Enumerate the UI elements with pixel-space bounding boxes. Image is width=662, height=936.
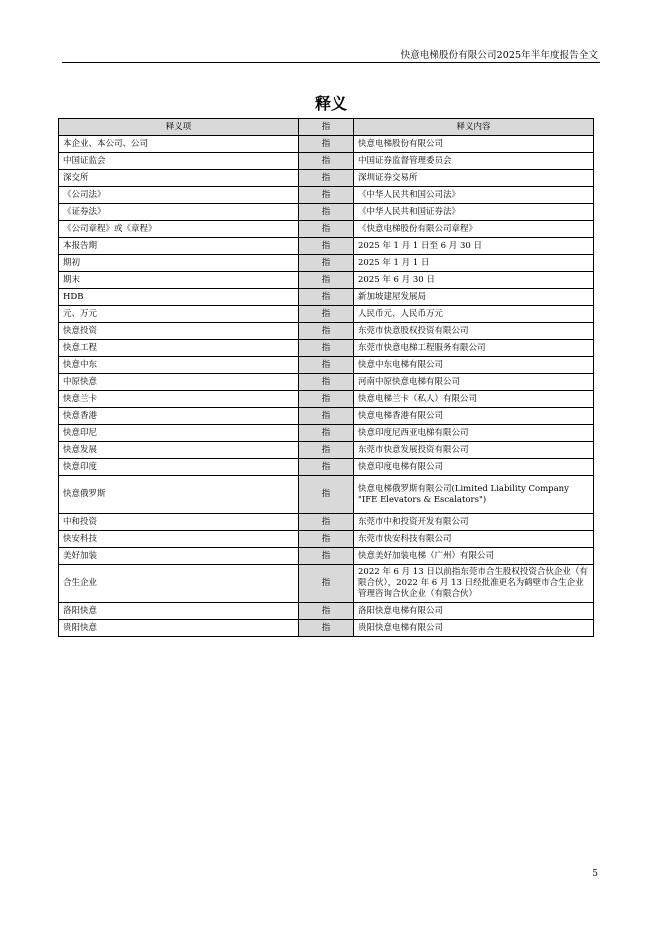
ref-cell: 指 <box>299 620 354 637</box>
term-cell: 快意中东 <box>59 357 299 374</box>
ref-cell: 指 <box>299 255 354 272</box>
meaning-cell: 2022 年 6 月 13 日以前指东莞市合生股权投资合伙企业（有限合伙），2022 年 6 月 13 日经批准更名为鹤壁市合生企业管理咨询合伙企业（有限合伙） <box>354 565 594 603</box>
ref-cell: 指 <box>299 425 354 442</box>
table-row <box>59 408 594 425</box>
definitions-table-body <box>59 136 594 637</box>
table-row <box>59 391 594 408</box>
page-number: 5 <box>592 869 598 879</box>
table-row <box>59 374 594 391</box>
table-row <box>59 442 594 459</box>
meaning-cell: 快意电梯兰卡（私人）有限公司 <box>354 391 594 408</box>
meaning-cell: 人民币元、人民币万元 <box>354 306 594 323</box>
table-row <box>59 425 594 442</box>
term-cell: 合生企业 <box>59 565 299 603</box>
ref-cell: 指 <box>299 289 354 306</box>
table-row <box>59 272 594 289</box>
term-cell: 美好加装 <box>59 548 299 565</box>
term-cell: 快意工程 <box>59 340 299 357</box>
meaning-cell: 新加坡建屋发展局 <box>354 289 594 306</box>
meaning-cell: 深圳证券交易所 <box>354 170 594 187</box>
meaning-cell: 《中华人民共和国证券法》 <box>354 204 594 221</box>
meaning-cell: 《中华人民共和国公司法》 <box>354 187 594 204</box>
table-row <box>59 289 594 306</box>
ref-cell: 指 <box>299 272 354 289</box>
meaning-cell: 贵阳快意电梯有限公司 <box>354 620 594 637</box>
term-cell: 《公司法》 <box>59 187 299 204</box>
meaning-cell: 2025 年 1 月 1 日 <box>354 255 594 272</box>
table-row <box>59 187 594 204</box>
meaning-cell: 快意美好加装电梯（广州）有限公司 <box>354 548 594 565</box>
table-row <box>59 221 594 238</box>
ref-cell: 指 <box>299 374 354 391</box>
table-row <box>59 531 594 548</box>
meaning-cell: 东莞市中和投资开发有限公司 <box>354 514 594 531</box>
ref-cell: 指 <box>299 187 354 204</box>
table-row <box>59 459 594 476</box>
table-row <box>59 238 594 255</box>
ref-cell: 指 <box>299 340 354 357</box>
term-cell: 中和投资 <box>59 514 299 531</box>
page-title: 释义 <box>314 94 347 113</box>
term-cell: 洛阳快意 <box>59 603 299 620</box>
term-cell: 快意投资 <box>59 323 299 340</box>
column-header-ref: 指 <box>299 119 354 136</box>
table-row <box>59 255 594 272</box>
term-cell: 快意印尼 <box>59 425 299 442</box>
meaning-cell: 快意中东电梯有限公司 <box>354 357 594 374</box>
table-row <box>59 306 594 323</box>
table-row <box>59 204 594 221</box>
ref-cell: 指 <box>299 548 354 565</box>
ref-cell: 指 <box>299 136 354 153</box>
ref-cell: 指 <box>299 603 354 620</box>
term-cell: 期末 <box>59 272 299 289</box>
term-cell: 快意香港 <box>59 408 299 425</box>
ref-cell: 指 <box>299 170 354 187</box>
table-row <box>59 603 594 620</box>
table-row <box>59 476 594 514</box>
meaning-cell: 快意电梯股份有限公司 <box>354 136 594 153</box>
table-header-row <box>59 119 594 136</box>
ref-cell: 指 <box>299 204 354 221</box>
term-cell: 《证券法》 <box>59 204 299 221</box>
term-cell: 快安科技 <box>59 531 299 548</box>
meaning-cell: 《快意电梯股份有限公司章程》 <box>354 221 594 238</box>
term-cell: 本企业、本公司、公司 <box>59 136 299 153</box>
meaning-cell: 东莞市快安科技有限公司 <box>354 531 594 548</box>
term-cell: HDB <box>59 289 299 306</box>
meaning-cell: 东莞市快意电梯工程服务有限公司 <box>354 340 594 357</box>
ref-cell: 指 <box>299 442 354 459</box>
ref-cell: 指 <box>299 565 354 603</box>
ref-cell: 指 <box>299 391 354 408</box>
column-header-term: 释义项 <box>59 119 299 136</box>
meaning-cell: 中国证券监督管理委员会 <box>354 153 594 170</box>
meaning-cell: 洛阳快意电梯有限公司 <box>354 603 594 620</box>
ref-cell: 指 <box>299 476 354 514</box>
header-divider <box>62 62 600 63</box>
table-row <box>59 548 594 565</box>
ref-cell: 指 <box>299 153 354 170</box>
term-cell: 本报告期 <box>59 238 299 255</box>
column-header-meaning: 释义内容 <box>354 119 594 136</box>
ref-cell: 指 <box>299 408 354 425</box>
term-cell: 《公司章程》或《章程》 <box>59 221 299 238</box>
ref-cell: 指 <box>299 357 354 374</box>
table-row <box>59 565 594 603</box>
definitions-table <box>58 118 594 637</box>
term-cell: 中原快意 <box>59 374 299 391</box>
document-header: 快意电梯股份有限公司2025年半年度报告全文 <box>400 50 598 61</box>
table-row <box>59 357 594 374</box>
term-cell: 深交所 <box>59 170 299 187</box>
ref-cell: 指 <box>299 323 354 340</box>
term-cell: 期初 <box>59 255 299 272</box>
meaning-cell: 快意电梯香港有限公司 <box>354 408 594 425</box>
ref-cell: 指 <box>299 531 354 548</box>
ref-cell: 指 <box>299 459 354 476</box>
term-cell: 快意兰卡 <box>59 391 299 408</box>
term-cell: 快意印度 <box>59 459 299 476</box>
meaning-cell: 河南中原快意电梯有限公司 <box>354 374 594 391</box>
term-cell: 快意俄罗斯 <box>59 476 299 514</box>
table-row <box>59 323 594 340</box>
meaning-cell: 快意印度电梯有限公司 <box>354 459 594 476</box>
term-cell: 快意发展 <box>59 442 299 459</box>
meaning-cell: 快意电梯俄罗斯有限公司(Limited Liability Company "IFE Elevators & Escalators") <box>354 476 594 514</box>
ref-cell: 指 <box>299 221 354 238</box>
table-row <box>59 153 594 170</box>
term-cell: 中国证监会 <box>59 153 299 170</box>
meaning-cell: 东莞市快意股权投资有限公司 <box>354 323 594 340</box>
term-cell: 贵阳快意 <box>59 620 299 637</box>
meaning-cell: 快意印度尼西亚电梯有限公司 <box>354 425 594 442</box>
ref-cell: 指 <box>299 306 354 323</box>
meaning-cell: 2025 年 1 月 1 日至 6 月 30 日 <box>354 238 594 255</box>
table-row <box>59 620 594 637</box>
ref-cell: 指 <box>299 238 354 255</box>
term-cell: 元、万元 <box>59 306 299 323</box>
meaning-cell: 东莞市快意发展投资有限公司 <box>354 442 594 459</box>
table-row <box>59 340 594 357</box>
meaning-cell: 2025 年 6 月 30 日 <box>354 272 594 289</box>
ref-cell: 指 <box>299 514 354 531</box>
table-row <box>59 136 594 153</box>
table-row <box>59 170 594 187</box>
table-row <box>59 514 594 531</box>
